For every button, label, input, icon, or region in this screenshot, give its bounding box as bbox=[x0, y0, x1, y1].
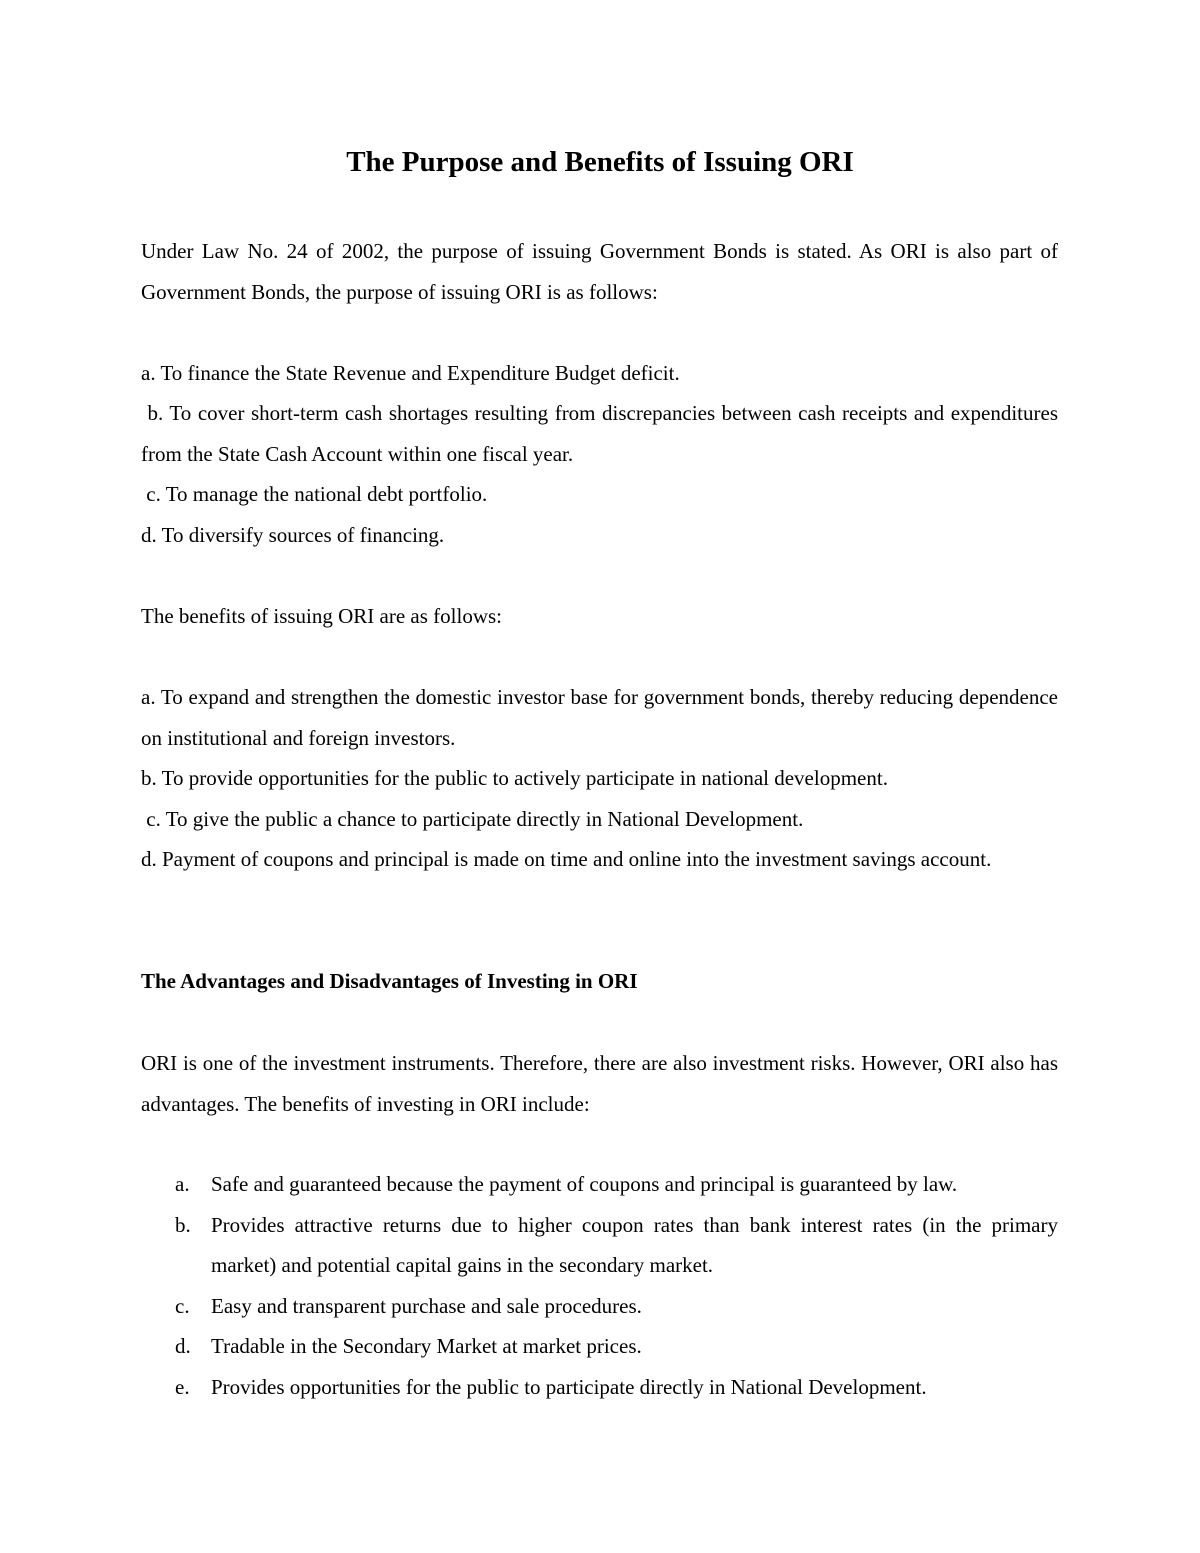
list-marker: b. bbox=[175, 1212, 191, 1237]
list-item bbox=[141, 1164, 1058, 1205]
list-marker: c. bbox=[175, 1293, 190, 1318]
list-item-text: Easy and transparent purchase and sale procedures. bbox=[211, 1293, 642, 1318]
list-item bbox=[141, 1205, 1058, 1286]
list-item-text: Tradable in the Secondary Market at market prices. bbox=[211, 1334, 642, 1359]
list-item bbox=[141, 1367, 1058, 1408]
list-item bbox=[141, 1286, 1058, 1327]
list-marker: a. bbox=[175, 1172, 190, 1196]
benefit-item-c: c. To give the public a chance to participate directly in National Development. bbox=[141, 807, 804, 831]
purpose-item-b: b. To cover short-term cash shortages resulting from discrepancies between cash receipts and expenditures from the State Cash Account within one fiscal year. bbox=[141, 401, 1064, 466]
list-item bbox=[141, 1326, 1058, 1367]
benefit-item-b: b. To provide opportunities for the public to actively participate in national development. bbox=[141, 766, 888, 790]
advantages-intro: ORI is one of the investment instruments. Therefore, there are also investment risks. However, ORI also has advantages. The benefits of investing in ORI include: bbox=[141, 1051, 1058, 1116]
purpose-item-c: c. To manage the national debt portfolio. bbox=[141, 482, 488, 506]
purpose-item-a: a. To finance the State Revenue and Expenditure Budget deficit. bbox=[141, 361, 680, 385]
benefit-item-d: d. Payment of coupons and principal is made on time and online into the investment savings account. bbox=[141, 847, 992, 871]
purpose-item-d: d. To diversify sources of financing. bbox=[141, 523, 445, 547]
list-marker: e. bbox=[175, 1374, 190, 1399]
list-marker: d. bbox=[175, 1334, 191, 1359]
list-item-text: Provides attractive returns due to higher coupon rates than bank interest rates (in the primary market) and potential capital gains in the secondary market. bbox=[211, 1212, 1058, 1278]
list-item-text: Safe and guaranteed because the payment of coupons and principal is guaranteed by law. bbox=[211, 1172, 958, 1196]
document-title: The Purpose and Benefits of Issuing ORI bbox=[346, 146, 854, 178]
section-heading-advantages: The Advantages and Disadvantages of Investing in ORI bbox=[141, 969, 638, 993]
list-item-text: Provides opportunities for the public to participate directly in National Development. bbox=[211, 1374, 927, 1399]
benefit-item-a: a. To expand and strengthen the domestic investor base for government bonds, thereby reducing dependence on institutional and foreign investors. bbox=[141, 685, 1058, 750]
intro-paragraph: Under Law No. 24 of 2002, the purpose of issuing Government Bonds is stated. As ORI is also part of Government Bonds, the purpose of issuing ORI is as follows: bbox=[141, 239, 1058, 304]
advantages-list bbox=[141, 1164, 1058, 1408]
benefits-intro: The benefits of issuing ORI are as follows: bbox=[141, 604, 503, 628]
